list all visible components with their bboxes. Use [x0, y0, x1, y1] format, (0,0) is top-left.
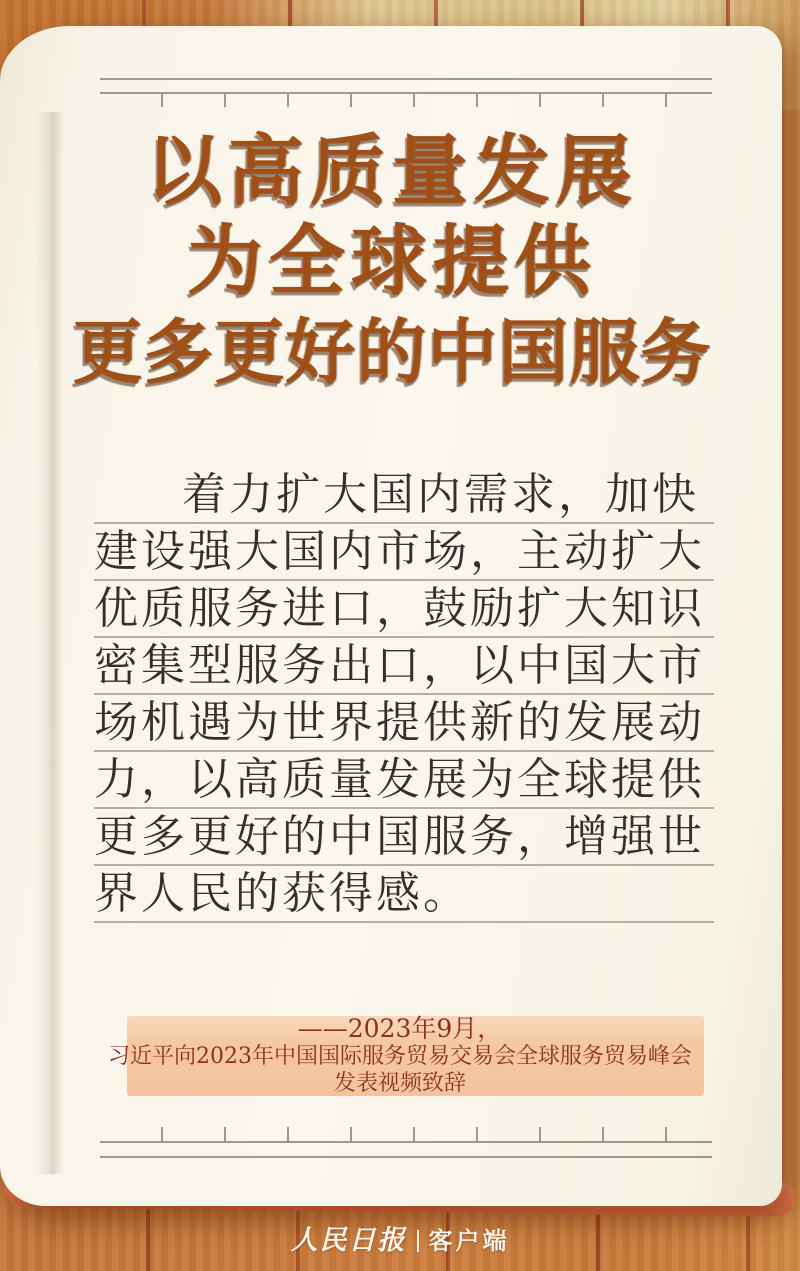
attribution-source: 习近平向2023年中国国际服务贸易交易会全球服务贸易峰会: [108, 1044, 692, 1069]
poster-title: [30, 126, 754, 398]
attribution-date: ——2023年9月，: [297, 1014, 503, 1043]
title-line-1: 以高质量发展: [146, 126, 638, 215]
title-line-2: 为全球提供: [187, 216, 597, 305]
logo-divider: [417, 1230, 419, 1252]
quote-line: 着力扩大国内需求，加快: [94, 467, 714, 524]
attribution-source-cont: 发表视频致辞: [333, 1071, 466, 1096]
footer-rule-ticks: [100, 1127, 712, 1143]
quote-line: 场机遇为世界提供新的发展动: [94, 695, 714, 752]
quote-line: 力，以高质量发展为全球提供: [94, 752, 714, 809]
header-rule-line: [100, 78, 712, 80]
title-line-3: 更多更好的中国服务: [72, 311, 712, 393]
peoples-daily-logo: [0, 1218, 800, 1257]
quote-body: [94, 467, 714, 923]
quote-line: 密集型服务出口，以中国大市: [94, 638, 714, 695]
header-rule-ticks: [100, 92, 712, 107]
attribution: [40, 1015, 760, 1097]
quote-line: 界人民的获得感。: [94, 866, 714, 923]
quote-line: 优质服务进口，鼓励扩大知识: [94, 581, 714, 638]
peoples-daily-wordmark: 人民日报: [290, 1225, 407, 1256]
quote-line: 更多更好的中国服务，增强世: [94, 809, 714, 866]
quote-line: 建设强大国内市场，主动扩大: [94, 524, 714, 581]
footer-rule-line: [100, 1156, 712, 1158]
client-app-label: 客户端: [428, 1227, 510, 1255]
